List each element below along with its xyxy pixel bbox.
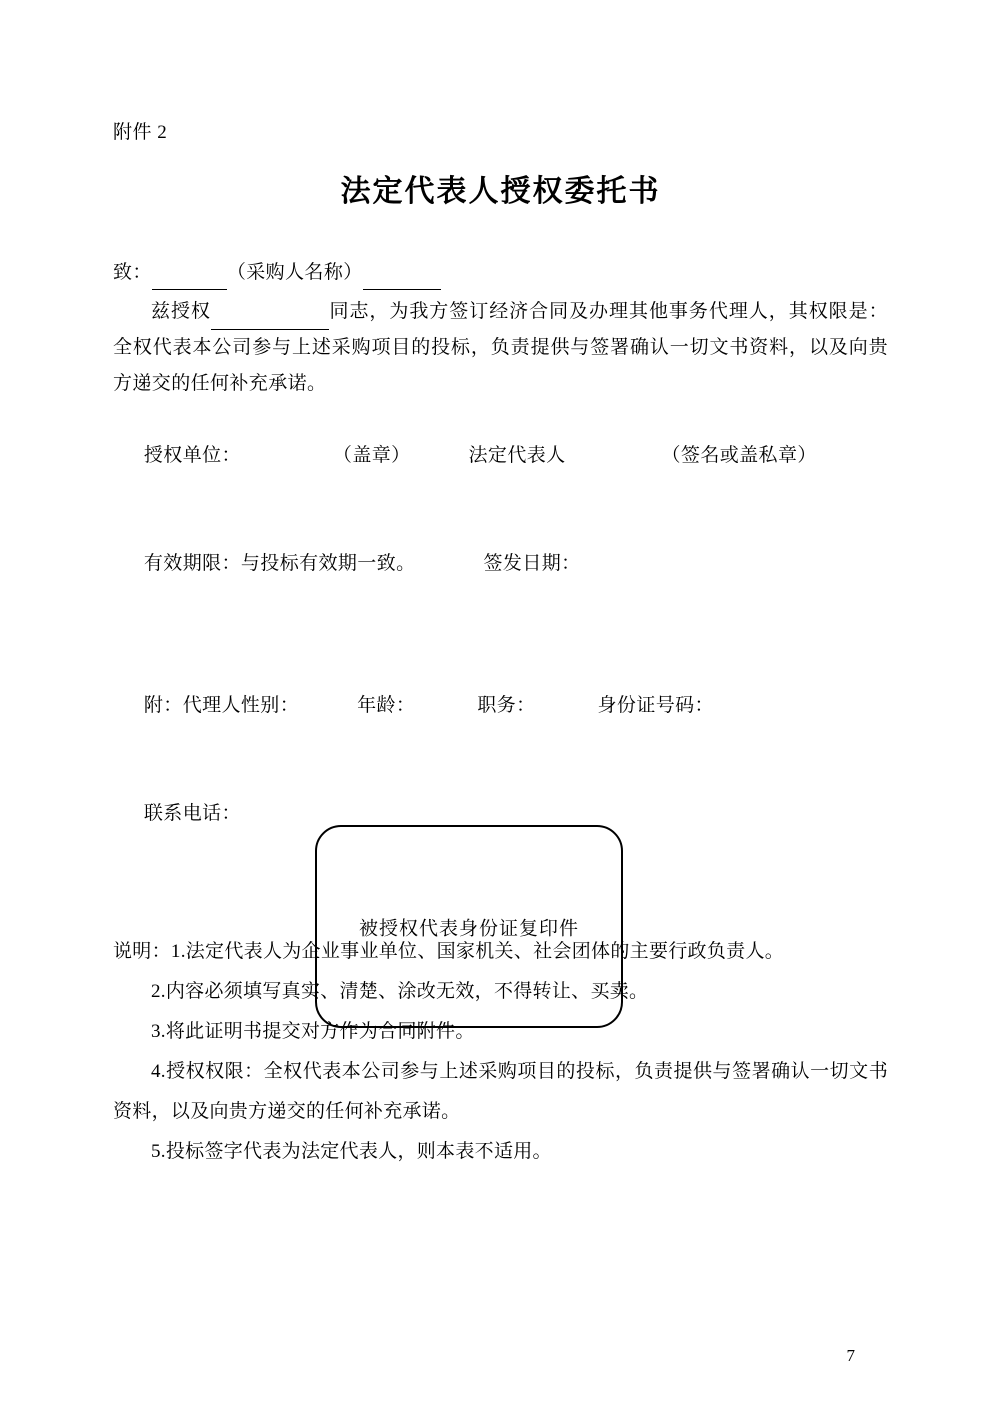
note-text-5: 5.投标签字代表为法定代表人，则本表不适用。 bbox=[151, 1141, 552, 1162]
page-number: 7 bbox=[846, 1346, 855, 1365]
note-item-5 bbox=[113, 1132, 888, 1172]
unit-row bbox=[113, 402, 888, 510]
age-label: 年龄： bbox=[357, 695, 416, 716]
validity-row bbox=[113, 510, 888, 618]
id-card-copy-label: 被授权代表身份证复印件 bbox=[358, 918, 579, 939]
unit-label: 授权单位： bbox=[143, 445, 241, 466]
recipient-blank-right bbox=[363, 268, 441, 290]
recipient-line bbox=[113, 256, 888, 290]
recipient-blank-left bbox=[152, 268, 227, 290]
notes-label: 说明： bbox=[113, 941, 171, 962]
phone-label: 联系电话： bbox=[143, 803, 241, 824]
validity-label: 有效期限：与投标有效期一致。 bbox=[143, 553, 416, 574]
authorization-paragraph bbox=[113, 294, 888, 402]
note-text-4: 4.授权权限：全权代表本公司参与上述采购项目的投标，负责提供与签署确认一切文书资料，以及向贵方递交的任何补充承诺。 bbox=[113, 1061, 888, 1122]
agent-info-row bbox=[113, 652, 888, 760]
signature-note: （签名或盖私章） bbox=[661, 445, 817, 466]
authorize-suffix: 同志，为我方签订经济合同及办理其他事务代理人，其权限是：全权代表本公司参与上述采购项目的投标，负责提供与签署确认一切文书资料，以及向贵方递交的任何补充承诺。 bbox=[113, 301, 888, 394]
recipient-hint: （采购人名称） bbox=[226, 262, 363, 283]
seal-note: （盖章） bbox=[332, 445, 411, 466]
id-card-copy-box bbox=[315, 825, 623, 1028]
note-text-3: 3.将此证明书提交对方作为合同附件。 bbox=[151, 1021, 475, 1042]
note-item-4 bbox=[113, 1052, 888, 1132]
page-title: 法定代表人授权委托书 bbox=[340, 175, 661, 208]
note-text-1: 1.法定代表人为企业事业单位、国家机关、社会团体的主要行政负责人。 bbox=[170, 941, 785, 962]
recipient-label: 致： bbox=[113, 262, 152, 283]
note-text-2: 2.内容必须填写真实、清楚、涂改无效，不得转让、买卖。 bbox=[151, 981, 649, 1002]
position-label: 职务： bbox=[477, 695, 536, 716]
legal-rep-label: 法定代表人 bbox=[468, 445, 566, 466]
issue-date-label: 签发日期： bbox=[483, 553, 581, 574]
authorize-prefix: 兹授权 bbox=[151, 301, 211, 322]
id-number-label: 身份证号码： bbox=[597, 695, 714, 716]
authorize-name-blank bbox=[211, 308, 329, 330]
attachment-label: 附件 2 bbox=[113, 122, 168, 143]
attach-label: 附：代理人性别： bbox=[143, 695, 300, 716]
